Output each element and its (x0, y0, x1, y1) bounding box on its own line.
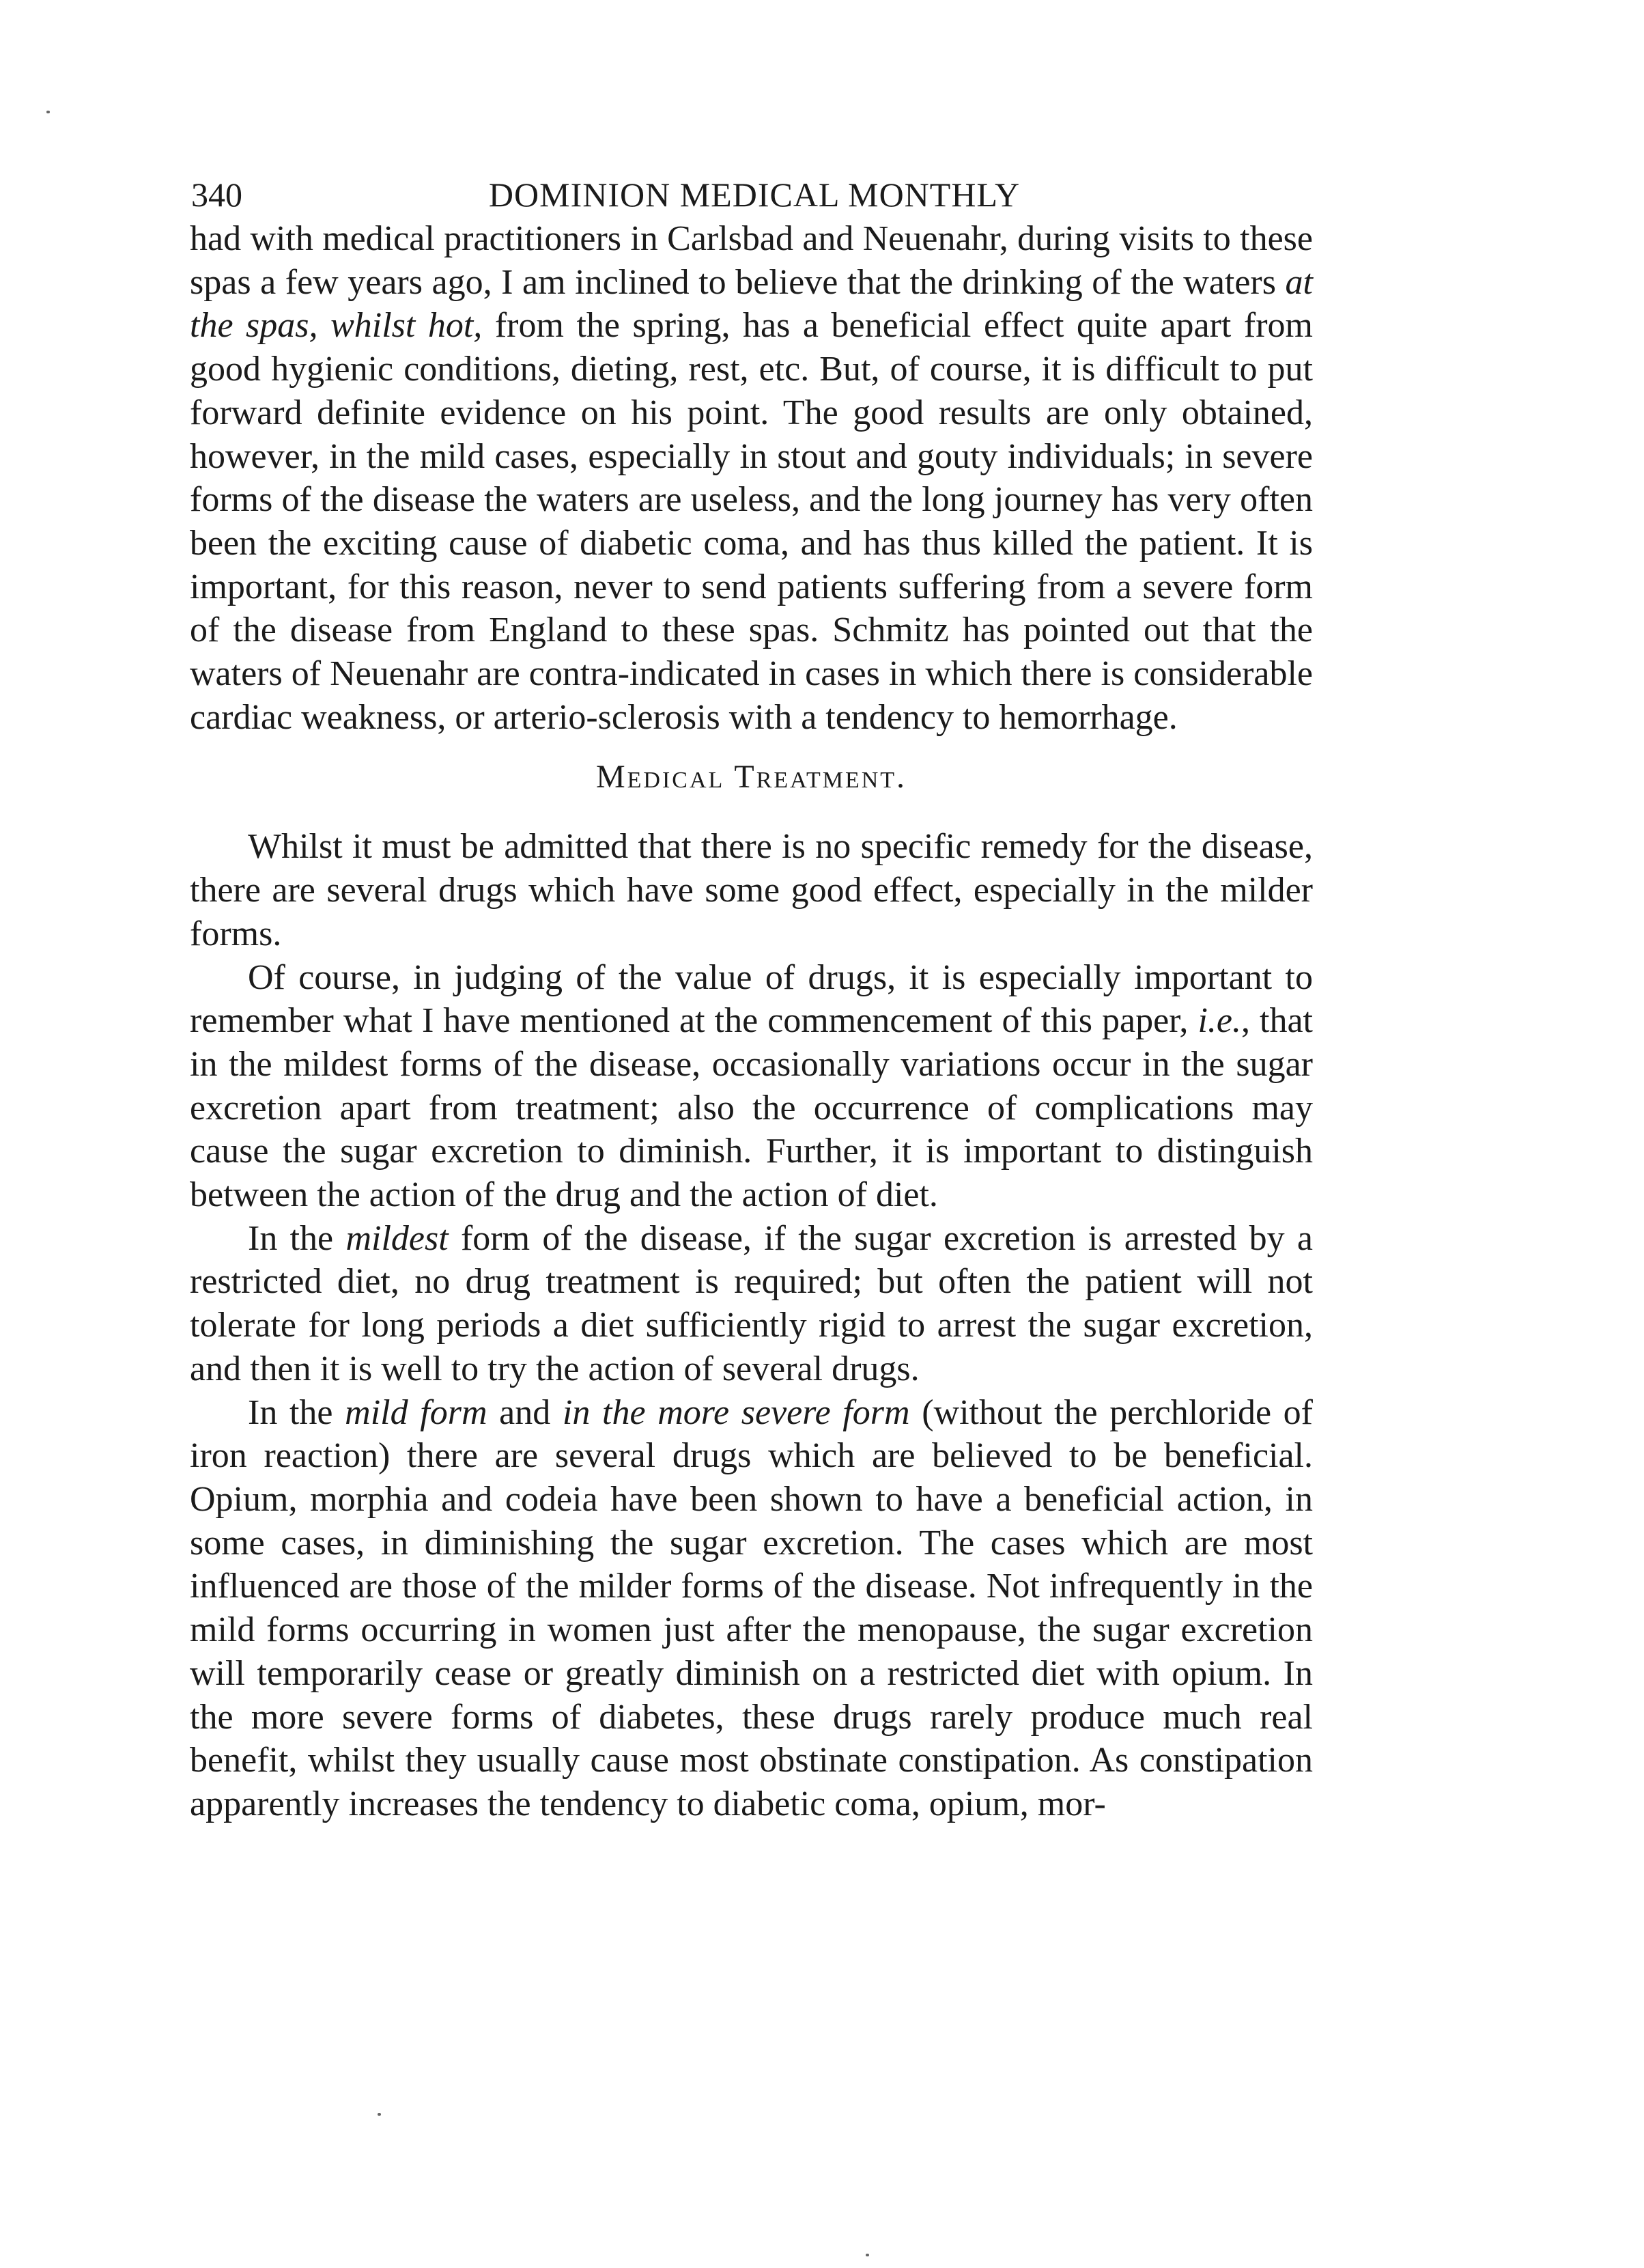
paragraph-of-course (190, 956, 1313, 1217)
text-run: In the (248, 1392, 345, 1432)
article-body (190, 217, 1313, 1826)
italic-run: mildest (345, 1218, 449, 1258)
scan-speck (46, 111, 50, 113)
paragraph-mildest (190, 1217, 1313, 1391)
paragraph-mild-form (190, 1391, 1313, 1826)
paragraph-whilst (190, 825, 1313, 955)
text-run: and (487, 1392, 563, 1432)
scan-speck (378, 2113, 381, 2116)
scan-speck (866, 2254, 869, 2256)
text-run: In the (248, 1218, 346, 1258)
journal-title: DOMINION MEDICAL MONTHLY (488, 176, 1021, 214)
text-run: form of the disease, if the sugar excretion is arrested by a restricted diet, no drug treatment is required; but often the patient will not tolerate for long periods a diet sufficiently rigid to arrest the sugar excretion, and then it is well to try the action of several drugs. (190, 1218, 1313, 1388)
page-number: 340 (191, 176, 242, 214)
section-heading: Medical Treatment. (595, 759, 907, 796)
italic-run: i.e. (1197, 1001, 1241, 1041)
italic-run: at the spas, whilst hot, (190, 262, 1313, 346)
running-header (191, 167, 1318, 222)
italic-run: mild form (345, 1392, 487, 1432)
italic-run: in the more severe form (562, 1392, 910, 1432)
text-run: , that in the mildest forms of the disease, occasionally variations occur in the sugar excretion apart from treatment; also the occurrence of complications may cause the sugar excretion to diminish. Further, it is important to distinguish between the action of the drug and the action of diet. (190, 1001, 1313, 1215)
text-run: from the spring, has a beneficial effect quite apart from good hygienic conditions, dieting, rest, etc. But, of course, it is difficult to put forward definite evidence on his point. The good results are only obtained, however, in the mild cases, especially in stout and gouty individuals; in severe forms of the disease the waters are useless, and the long journey has very often been the exciting cause of diabetic coma, and has thus killed the patient. It is important, for this reason, never to send patients suffering from a severe form of the disease from England to these spas. Schmitz has pointed out that the waters of Neuenahr are contra-indicated in cases in which there is considerable cardiac weakness, or arterio-sclerosis with a tendency to hemorrhage. (190, 306, 1313, 737)
text-run: Whilst it must be admitted that there is no specific remedy for the disease, there are several drugs which have some good effect, especially in the milder forms. (190, 827, 1313, 953)
text-run: (without the perchloride of iron reaction) there are several drugs which are believed to be beneficial. Opium, morphia and codeia have been shown to have a beneficial action, in some cases, in diminishing the sugar excretion. The cases which are most influenced are those of the milder forms of the disease. Not infrequently in the mild forms occurring in women just after the menopause, the sugar excretion will temporarily cease or greatly diminish on a restricted diet with opium. In the more severe forms of diabetes, these drugs rarely produce much real benefit, whilst they usually cause most obstinate constipation. As constipation apparently increases the tendency to diabetic coma, opium, mor- (190, 1392, 1313, 1823)
text-run: had with medical practitioners in Carlsbad and Neuenahr, during visits to these spas a few years ago, I am inclined to believe that the drinking of the waters (190, 219, 1313, 302)
text-run: Of course, in judging of the value of drugs, it is especially important to remember what I have mentioned at the commencement of this paper, (190, 957, 1313, 1041)
paragraph-continued (190, 217, 1313, 739)
